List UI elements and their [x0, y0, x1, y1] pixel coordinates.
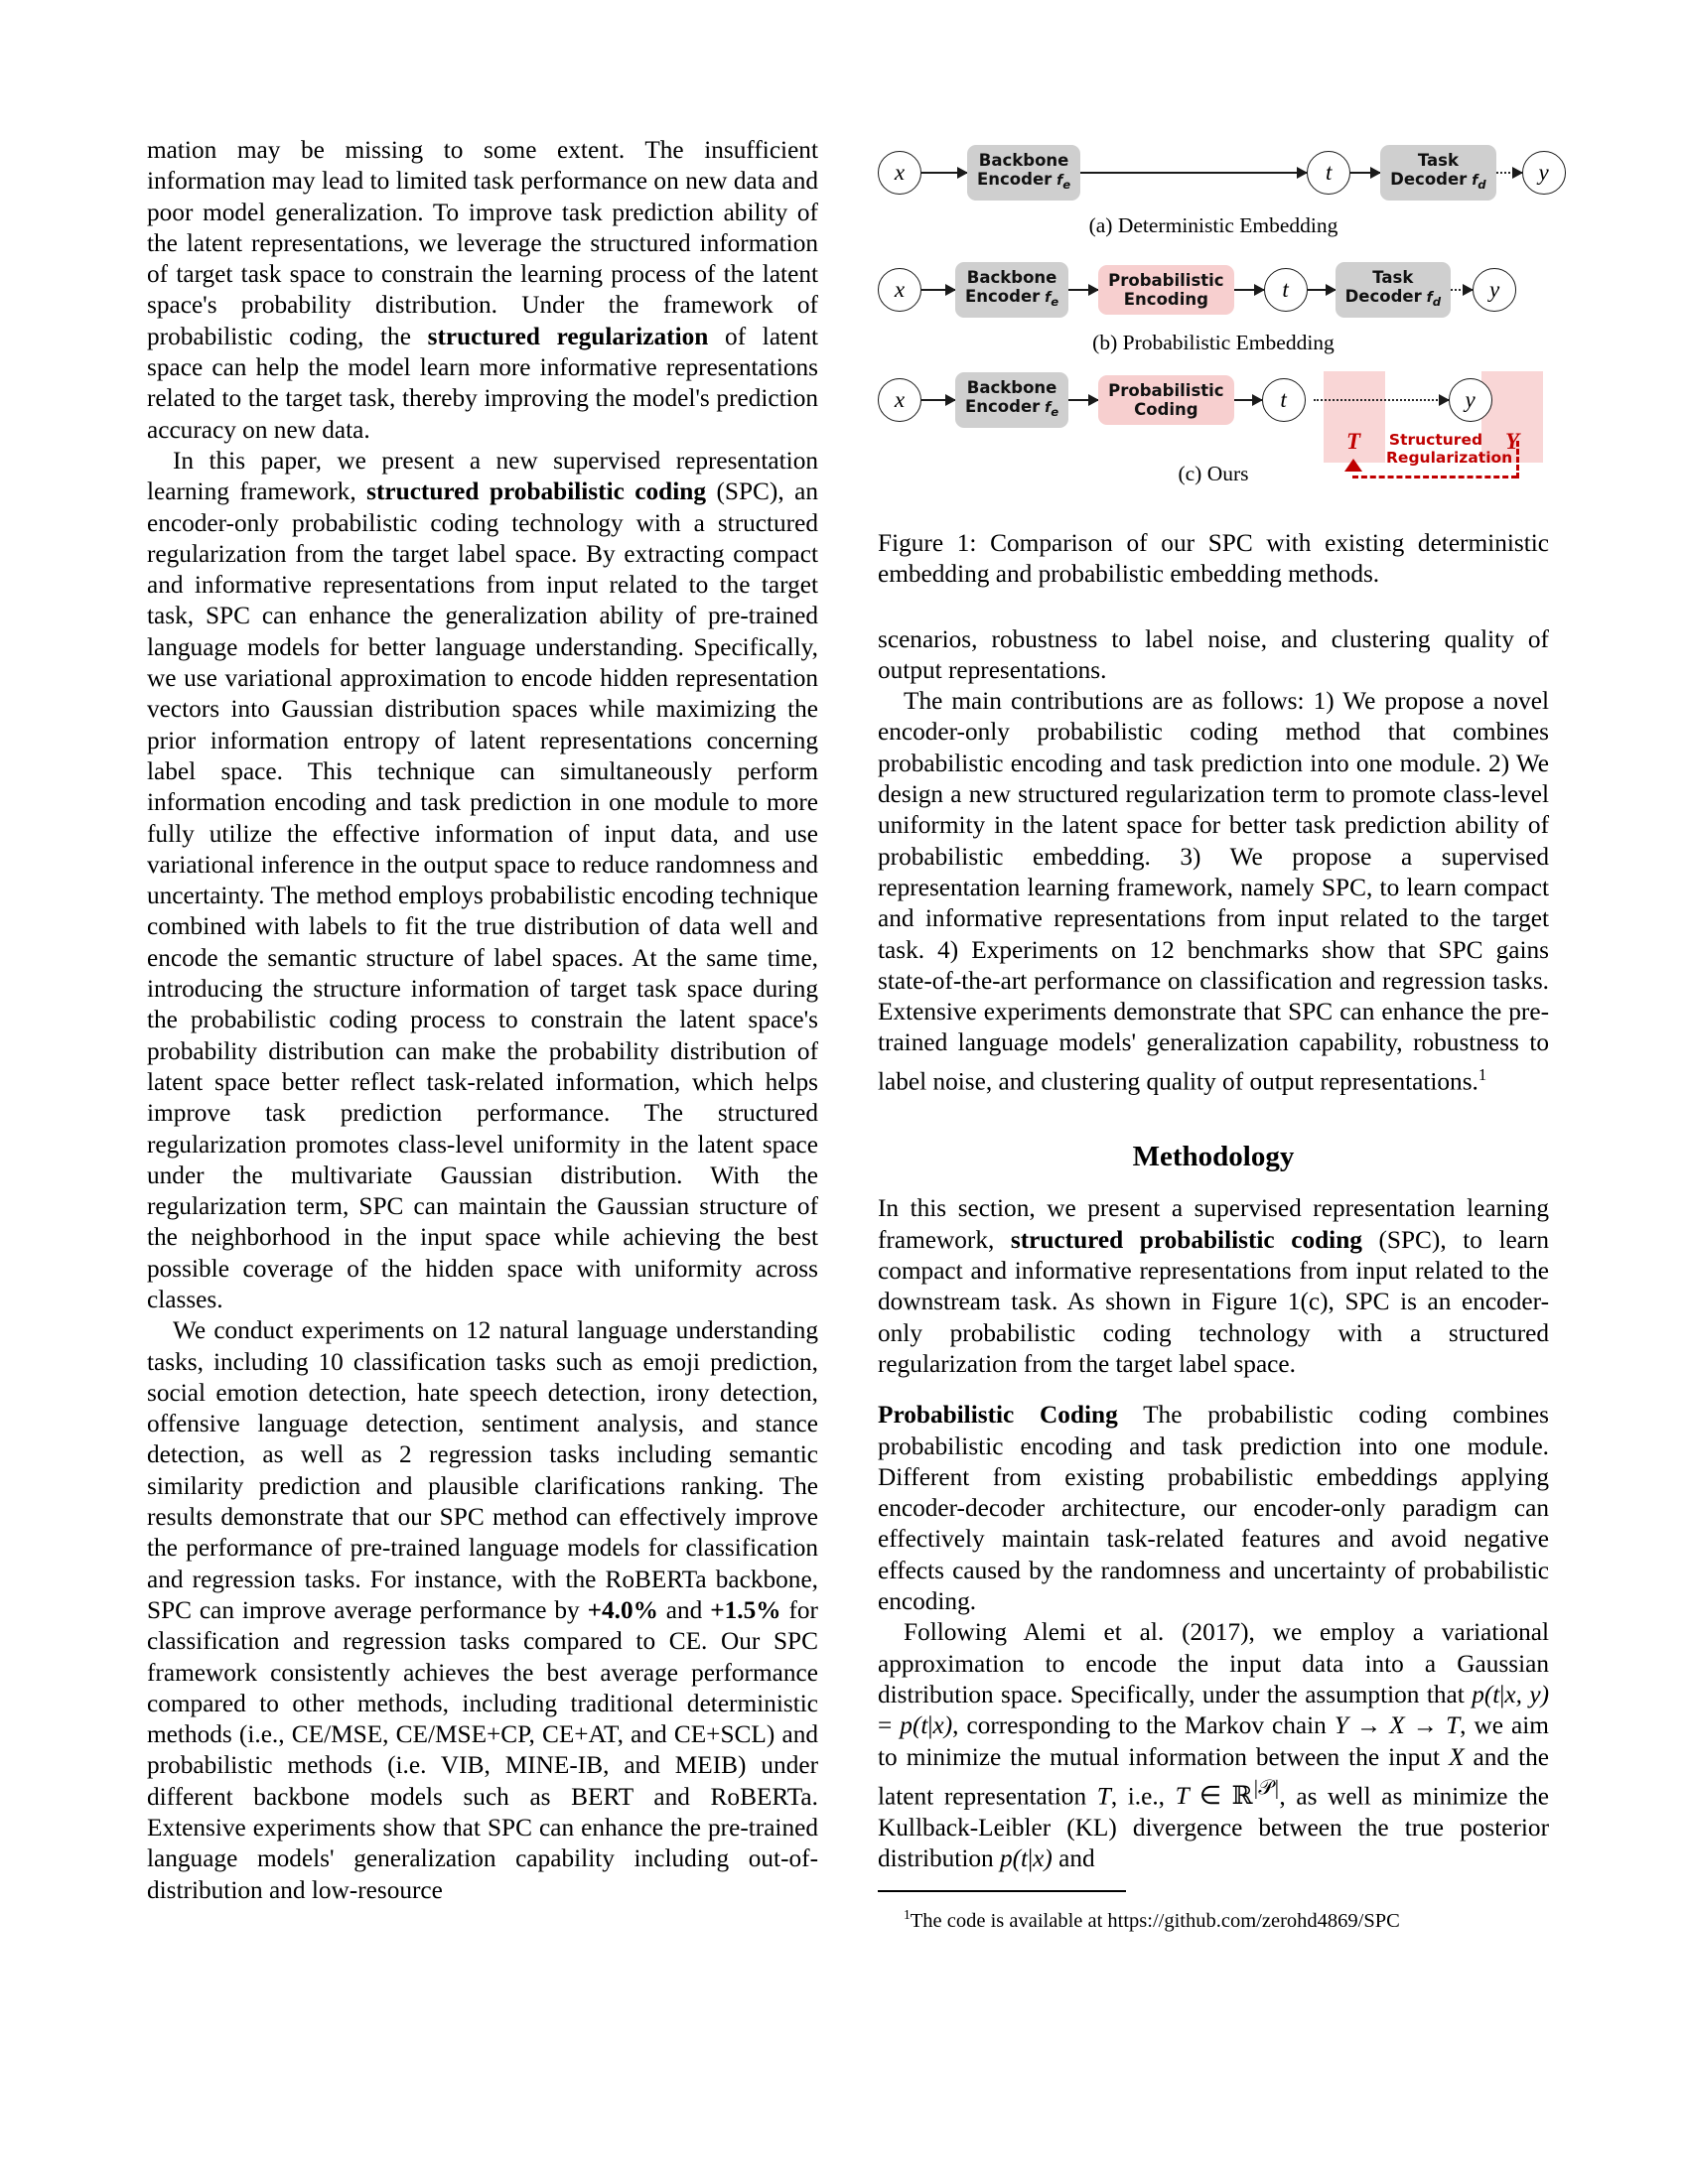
text-run: (SPC), to learn compact and informative representations from input related to the downstream task. As shown in Figure 1(c), SPC is an encoder-only probabilistic coding technology with a structured regularization from the target label space.	[878, 1225, 1549, 1378]
text-run: scenarios, robustness to label noise, and clustering quality of output representations.	[878, 624, 1549, 684]
box-line-2: Encoder	[965, 287, 1041, 307]
text-run: , as well as minimize the Kullback-Leibler (KL) divergence between the true posterior distribution	[878, 1782, 1550, 1872]
arrow-t-to-y-c	[1314, 399, 1449, 401]
node-input-x-c: x	[878, 378, 921, 422]
text-run: The probabilistic coding combines probabilistic encoding and task prediction into one module. Different from existing probabilistic embeddings applying encoder-decoder architecture, our encoder-only paradigm can effectively maintain task-related features and avoid negative effects caused by the randomness and uncertainty of probabilistic encoding.	[878, 1401, 1549, 1616]
arrow-decoder-to-y-a	[1496, 172, 1522, 174]
text-run: In this paper, we present a new supervised representation learning framework,	[147, 446, 818, 506]
symbol-latent-space-T: T	[1346, 429, 1361, 454]
box-line-2: Decoder	[1344, 287, 1422, 307]
paragraph-scenarios	[878, 624, 1549, 687]
node-latent-t-c: t	[1262, 378, 1306, 422]
box-task-decoder-a	[1380, 145, 1495, 201]
box-line-1: Task	[1417, 151, 1459, 171]
box-line-1: Backbone	[966, 268, 1057, 288]
dashed-feedback-horizontal	[1352, 476, 1517, 478]
paragraph-continuation	[147, 135, 818, 446]
section-heading-methodology: Methodology	[1132, 1141, 1295, 1173]
paragraph-contributions	[878, 686, 1549, 1097]
arrow-x-to-encoder-c	[921, 399, 955, 401]
box-line-1: Probabilistic	[1108, 381, 1224, 400]
paragraph-spc-intro	[147, 446, 818, 1315]
math-symbol-T: T	[1096, 1782, 1111, 1811]
text-run-bold: +4.0%	[587, 1595, 658, 1624]
text-run: mation may be missing to some extent. The insufficient information may lead to limited task performance on new data and poor model generalization. To improve task prediction ability of the latent representations, we leverage the structured information of target task space to constrain the learning process of the latent space's probability distribution. Under the framework of probabilistic coding, the	[147, 136, 818, 350]
box-subscript: $f_d$	[1426, 290, 1442, 309]
arrow-decoder-to-y-b	[1451, 289, 1473, 291]
node-output-y-c: y	[1449, 378, 1492, 422]
label-line-1: Structured	[1388, 431, 1483, 449]
math-symbol-X: X	[1449, 1742, 1465, 1771]
text-run-bold: structured probabilistic coding	[366, 478, 706, 506]
right-column	[878, 135, 1549, 1934]
subfigure-b-caption: (b) Probabilistic Embedding	[1092, 331, 1335, 354]
subfigure-b	[878, 252, 1549, 355]
symbol-output-space-Y: Y	[1505, 429, 1520, 454]
paragraph-methodology-intro	[878, 1193, 1549, 1380]
text-run: for classification and regression tasks compared to CE. Our SPC framework consistently achieves the best average performance compared to other methods, including traditional deterministic methods (i.e., CE/MSE, CE/MSE+CP, CE+AT, and CE+SCL) and probabilistic methods (i.e. VIB, MINE-IB, and MEIB) under different backbone models such as BERT and RoBERTa. Extensive experiments show that SPC can enhance the pre-trained language models' generalization capability including out-of-distribution and low-resource	[147, 1595, 818, 1904]
arrow-x-to-encoder-a	[921, 172, 967, 174]
subfigure-a-flow	[878, 135, 1549, 210]
subfigure-a-caption: (a) Deterministic Embedding	[1088, 213, 1338, 237]
box-line-2: Encoder	[965, 397, 1041, 417]
footnote-text	[878, 1902, 1549, 1934]
math-latent-dimension: T ∈ ℝ$^{|𝒫|}$	[1175, 1775, 1280, 1811]
subfigure-a	[878, 135, 1549, 238]
node-input-x-b: x	[878, 268, 921, 312]
math-expression: p(t|x, y) = p(t|x)	[878, 1680, 1549, 1740]
text-run-bold: structured regularization	[427, 322, 709, 350]
subfigure-c-caption: (c) Ours	[1178, 462, 1249, 485]
label-line-2: Regularization	[1386, 449, 1513, 467]
arrow-x-to-encoder-b	[921, 289, 955, 291]
box-backbone-encoder-c	[955, 372, 1068, 428]
figure-1	[878, 135, 1549, 502]
node-output-y-a: y	[1522, 151, 1566, 195]
text-run: (SPC), an encoder-only probabilistic coding technology with a structured regularization from the target label space. By extracting compact and informative representations from input related to the target task, SPC can enhance the generalization ability of pre-trained language models for better language understanding. Specifically, we use variational approximation to encode hidden representation vectors into Gaussian distribution spaces while maximizing the prior information entropy of latent representations concerning label space. This technique can simultaneously perform information encoding and task prediction in one module to more fully utilize the effective information of input data, and use variational inference in the output space to reduce randomness and uncertainty. The method employs probabilistic encoding technique combined with labels to fit the true distribution of data well and encode the semantic structure of label spaces. At the same time, introducing the structure information of target task space during the probabilistic coding process to constrain the latent space's probability distribution can make the probability distribution of latent space better reflect task-related information, which helps improve task prediction performance. The structured regularization promotes class-level uniformity in the latent space under the multivariate Gaussian distribution. With the regularization term, SPC can maintain the Gaussian structure of the neighborhood in the input space while achieving the best possible coverage of the hidden space with uniformity across classes.	[147, 478, 818, 1313]
box-line-2: Encoder	[977, 170, 1053, 190]
box-subscript: $f_d$	[1472, 173, 1486, 192]
text-run: and	[1052, 1843, 1095, 1872]
arrow-encoder-to-t-a	[1080, 172, 1307, 174]
box-line-1: Backbone	[966, 378, 1057, 398]
box-line-1: Probabilistic	[1108, 271, 1224, 290]
box-line-2: Coding	[1134, 400, 1198, 419]
box-backbone-encoder-b	[955, 262, 1068, 318]
arrow-prob-to-t-c	[1234, 399, 1262, 401]
text-run: The main contributions are as follows: 1) We propose a novel encoder-only probabilistic coding method that combines probabilistic encoding and task prediction into one module. 2) We design a new structured regularization term to promote class-level uniformity in the latent space for better task prediction ability of probabilistic embedding. 3) We propose a supervised representation learning framework, namely SPC, to learn compact and informative representations from input related to the target task. 4) Experiments on 12 benchmarks show that SPC gains state-of-the-art performance on classification and regression tasks. Extensive experiments demonstrate that SPC can enhance the pre-trained language models' generalization capability, robustness to label noise, and clustering quality of output representations.	[878, 687, 1549, 1096]
text-run: , we aim to minimize the mutual information between the input	[878, 1711, 1549, 1771]
text-run: and	[657, 1595, 711, 1624]
text-run-bold: structured probabilistic coding	[1010, 1225, 1362, 1254]
text-run: We conduct experiments on 12 natural language understanding tasks, including 10 classification tasks such as emoji prediction, social emotion detection, hate speech detection, irony detection, offensive language detection, sentiment analysis, and stance detection, as well as 2 regression tasks including semantic similarity prediction and plausible clarifications ranking. The results demonstrate that our SPC method can effectively improve the performance of pre-trained language models for classification and regression tasks. For instance, with the RoBERTa backbone, SPC can improve average performance by	[147, 1316, 818, 1624]
math-markov-chain: Y → X → T	[1334, 1711, 1461, 1740]
node-latent-t-a: t	[1307, 151, 1350, 195]
box-probabilistic-encoding-b	[1098, 265, 1233, 315]
box-subscript: $f_e$	[1045, 400, 1059, 419]
box-task-decoder-b	[1336, 262, 1451, 318]
paragraph-experiments	[147, 1315, 818, 1906]
box-line-2: Decoder	[1390, 170, 1468, 190]
arrow-encoder-to-prob-c	[1068, 399, 1098, 401]
box-line-1: Task	[1372, 268, 1414, 288]
box-subscript: $f_e$	[1045, 290, 1059, 309]
math-posterior: p(t|x)	[999, 1843, 1053, 1872]
box-line-2: Encoding	[1123, 290, 1208, 309]
footnote-marker: 1	[904, 1906, 911, 1922]
figure-1-caption: Figure 1: Comparison of our SPC with existing deterministic embedding and probabilistic embedding methods.	[878, 529, 1549, 589]
footnote-body: The code is available at https://github.com/zerohd4869/SPC	[910, 1909, 1400, 1932]
feedback-arrowhead-icon	[1344, 459, 1362, 472]
arrow-prob-to-t-b	[1234, 289, 1264, 291]
box-line-1: Backbone	[978, 151, 1069, 171]
node-input-x-a: x	[878, 151, 921, 195]
paragraph-probabilistic-coding	[878, 1400, 1549, 1617]
text-run: of latent space can help the model learn more informative representations related to the target task, thereby improving the model's prediction accuracy on new data.	[147, 322, 818, 444]
footnote-separator	[878, 1890, 1126, 1892]
text-run: , i.e.,	[1110, 1782, 1176, 1811]
text-run-bold: +1.5%	[710, 1595, 781, 1624]
spacer	[878, 1380, 1549, 1400]
box-backbone-encoder-a	[967, 145, 1080, 201]
spacer	[878, 591, 1549, 624]
subfigure-b-flow	[878, 252, 1549, 328]
footnote-marker-inline: 1	[1477, 1064, 1487, 1084]
box-probabilistic-coding-c	[1098, 375, 1233, 425]
text-run: , corresponding to the Markov chain	[952, 1711, 1335, 1740]
text-run: and the latent representation	[878, 1742, 1549, 1811]
text-run: Following Alemi et al. (2017), we employ a variational approximation to encode the input data into a Gaussian distribution space. Specifically, under the assumption that	[878, 1618, 1549, 1708]
node-output-y-b: y	[1473, 268, 1516, 312]
inline-heading-probabilistic-coding: Probabilistic Coding	[878, 1401, 1118, 1430]
box-subscript: $f_e$	[1056, 173, 1071, 192]
arrow-encoder-to-prob-b	[1068, 289, 1098, 291]
subfigure-c	[878, 369, 1549, 494]
node-latent-t-b: t	[1264, 268, 1308, 312]
label-structured-regularization	[1386, 431, 1513, 467]
left-column	[147, 135, 818, 1906]
text-run: In this section, we present a supervised representation learning framework,	[878, 1194, 1549, 1254]
paragraph-alemi	[878, 1617, 1549, 1874]
subfigure-c-flow	[878, 369, 1549, 431]
arrow-t-to-decoder-b	[1308, 289, 1336, 291]
arrow-t-to-decoder-a	[1350, 172, 1380, 174]
